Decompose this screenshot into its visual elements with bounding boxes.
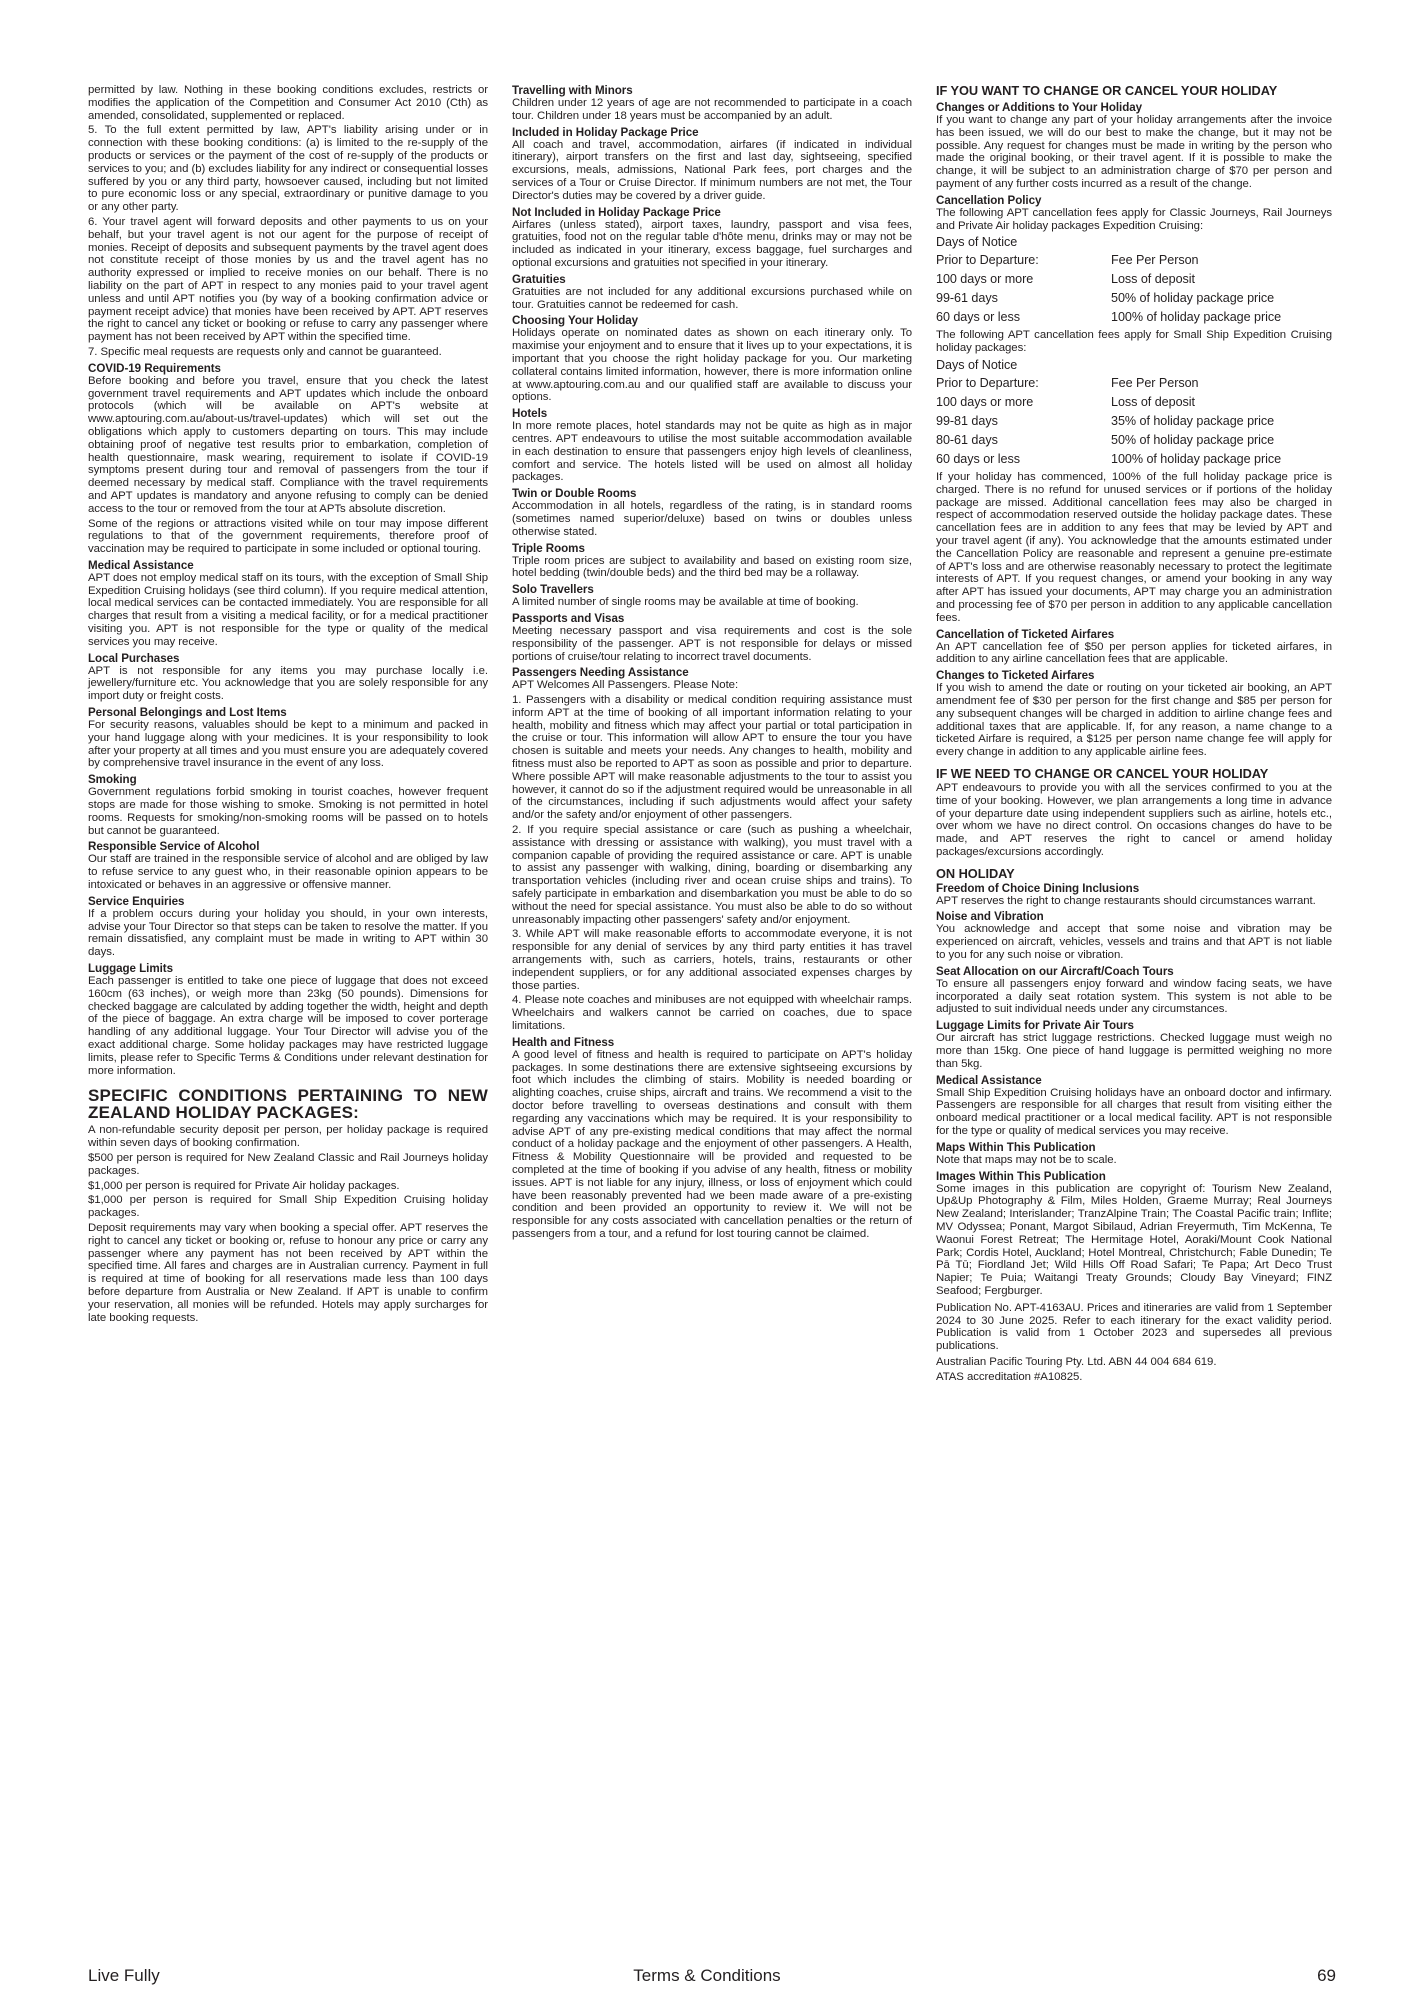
paragraph: The following APT cancellation fees apply for Classic Journeys, Rail Journeys and Private Air holiday packages Expedition Cruising: — [936, 206, 1332, 232]
section-title-triple: Triple Rooms — [512, 541, 585, 555]
paragraph: APT reserves the right to change restaurants should circumstances warrant. — [936, 894, 1316, 907]
cancellation-fee-table-small-ship — [936, 374, 1332, 469]
table-row — [936, 412, 1332, 431]
section-title-service-enquiries: Service Enquiries — [88, 894, 185, 908]
paragraph: APT endeavours to provide you with all the services confirmed to you at the time of your booking. However, we plan arrangements a long time in advance of your departure date using independent suppliers such as airline, hotels etc., over whom we have no direct control. On occasions changes do have to be made, and APT reserves the right to cancel or amend holiday packages/excursions accordingly. — [936, 781, 1332, 858]
footer-tagline: Live Fully — [88, 1966, 160, 1985]
table-cell: 80-61 days — [936, 432, 998, 447]
paragraph: 3. While APT will make reasonable efforts to accommodate everyone, it is not responsible for any denial of services by any third party entities it has travel arrangements with, such as carriers, hotels, trains, restaurants or other independent suppliers, or for any additional associated expenses charges by those parties. — [512, 928, 912, 992]
paragraph: Publication No. APT-4163AU. Prices and itineraries are valid from 1 September 2024 to 30 June 2025. Refer to each itinerary for the exact validity period. Publication is valid from 1 October 2023 and supersedes all previous publications. — [936, 1301, 1332, 1353]
section-title-medical: Medical Assistance — [88, 558, 194, 572]
section-title-minors: Travelling with Minors — [512, 84, 633, 97]
paragraph: Some images in this publication are copyright of: Tourism New Zealand, Up&Up Photography & Film, Miles Holden, Graeme Murray; Real Journeys New Zealand; Interislander; TranzAlpine Train; The Coastal Pacific train; Inflite; MV Odyssea; Ponant, Margot Sibilaud, Adrian Freyermuth, Tim McKenna, Te Waonui Forest Retreat; The Hermitage Hotel, Aoraki/Mount Cook National Park; Cordis Hotel, Auckland; Hotel Montreal, Christchurch; Fable Dunedin; Te Pā Tū; Fiordland Jet; Wild Hills Off Road Safari; Te Papa; Art Deco Trust Napier; Te Puia; Waitangi Treaty Grounds; Cloudy Bay Vineyard; FINZ Seafood; Fergburger. — [936, 1182, 1332, 1298]
table-cell: 100 days or more — [936, 394, 1034, 409]
section-title-health: Health and Fitness — [512, 1035, 615, 1049]
table-cell: 60 days or less — [936, 451, 1020, 466]
section-title-covid: COVID-19 Requirements — [88, 361, 221, 375]
paragraph: Small Ship Expedition Cruising holidays have an onboard doctor and infirmary. Passengers are responsible for all charges that result from visiting either the onboard medical practitioner or a local medical facility. APT is not responsible for the type or quality of medical services you may receive. — [936, 1086, 1332, 1138]
table-row — [936, 393, 1332, 412]
paragraph: If you wish to amend the date or routing on your ticketed air booking, an APT amendment fee of $30 per person for the first change and $85 per person for any subsequent changes will be charged in addition to airline change fees and additional taxes that are applicable. If, for any reason, a name change to a ticketed Airfare is required, a $125 per person name change fee will apply for every change in addition to any applicable airline fees. — [936, 682, 1332, 759]
section-title-included: Included in Holiday Package Price — [512, 125, 699, 139]
paragraph: APT is not responsible for any items you may purchase locally i.e. jewellery/furniture etc. You acknowledge that you are solely responsible for any import duty or freight costs. — [88, 664, 488, 703]
atas-line: ATAS accreditation #A10825. — [936, 1370, 1083, 1383]
paragraph: Holidays operate on nominated dates as shown on each itinerary only. To maximise your enjoyment and to ensure that it lives up to your expectations, it is important that you choose the right holiday package for you. Our marketing collateral contains limited information, however, there is more information online at www.aptouring.com.au and our qualified staff are available to discuss your options. — [512, 327, 912, 404]
section-title-changes-airfares: Changes to Ticketed Airfares — [936, 669, 1095, 683]
heading-on-holiday: ON HOLIDAY — [936, 865, 1015, 881]
section-title-cancellation: Cancellation Policy — [936, 193, 1042, 207]
paragraph: 7. Specific meal requests are requests only and cannot be guaranteed. — [88, 345, 442, 358]
section-title-changes: Changes or Additions to Your Holiday — [936, 101, 1143, 114]
paragraph: If you want to change any part of your holiday arrangements after the invoice has been issued, we will do our best to make the change, but it may not be possible. Any request for changes must be made in writing by the person who made the original booking, or their travel agent. If it is possible to make the change, it will be subject to an administration charge of $70 per person and payment of any further costs incurred as a result of the change. — [936, 114, 1332, 190]
paragraph: Note that maps may not be to scale. — [936, 1153, 1117, 1166]
paragraph: Each passenger is entitled to take one piece of luggage that does not exceed 160cm (63 inches), or weigh more than 23kg (50 pounds). Dimensions for checked baggage are calculated by adding together the width, height and depth of the piece of baggage. An extra charge will be imposed to cover porterage handling of any additional luggage. Your Tour Director will advise you of the exact additional charge. Some holiday packages may have restricted luggage limits, please refer to Specific Terms & Conditions under relevant destination for more information. — [88, 975, 488, 1077]
paragraph: The following APT cancellation fees apply for Small Ship Expedition Cruising holiday packages: — [936, 329, 1332, 355]
section-title-dining: Freedom of Choice Dining Inclusions — [936, 881, 1140, 895]
heading-we-change: IF WE NEED TO CHANGE OR CANCEL YOUR HOLIDAY — [936, 765, 1269, 781]
table-cell: 60 days or less — [936, 310, 1020, 325]
table-cell: 35% of holiday package price — [1111, 413, 1275, 428]
section-title-twin-double: Twin or Double Rooms — [512, 487, 637, 501]
table-caption: Days of Notice — [936, 235, 1018, 250]
table-row — [936, 308, 1332, 327]
column-1 — [88, 84, 488, 1326]
column-header: Prior to Departure: — [936, 375, 1039, 390]
paragraph: Triple room prices are subject to availability and based on existing room size, hotel bedding (twin/double beds) and the third bed may be a rollaway. — [512, 554, 912, 580]
paragraph: Meeting necessary passport and visa requirements and cost is the sole responsibility of the passenger. APT is not responsible for delays or missed portions of cruise/tour relating to incorrect travel documents. — [512, 624, 912, 663]
paragraph: Some of the regions or attractions visited while on tour may impose different regulations to that of the government requirements, therefore proof of vaccination may be required to participate in some included or optional touring. — [88, 517, 488, 556]
table-cell: 100% of holiday package price — [1111, 451, 1282, 466]
table-cell: 99-81 days — [936, 413, 998, 428]
section-title-medical: Medical Assistance — [936, 1073, 1042, 1087]
section-title-seat: Seat Allocation on our Aircraft/Coach Tours — [936, 964, 1174, 978]
table-cell: Loss of deposit — [1111, 272, 1195, 287]
page-number: 69 — [1317, 1966, 1336, 1985]
section-title-ticketed-airfares: Cancellation of Ticketed Airfares — [936, 627, 1115, 641]
column-header: Fee Per Person — [1111, 375, 1199, 390]
nz-conditions-heading: SPECIFIC CONDITIONS PERTAINING TO NEW ZEALAND HOLIDAY PACKAGES: — [88, 1086, 488, 1123]
paragraph: 5. To the full extent permitted by law, APT's liability arising under or in connection with these booking conditions: (a) is limited to the re-supply of the products or services or the payment of the cost of re-supply of the products or services to you; and (b) excludes liability for any indirect or consequential losses suffered by you or any third party, howsoever caused, including but not limited to pure economic loss or any special, extraordinary or punitive damage to you or any other party. — [88, 124, 488, 214]
table-cell: 100 days or more — [936, 272, 1034, 287]
cancellation-fee-table-classic — [936, 251, 1332, 327]
paragraph: $1,000 per person is required for Private Air holiday packages. — [88, 1179, 400, 1192]
section-title-luggage: Luggage Limits — [88, 962, 173, 976]
company-line: Australian Pacific Touring Pty. Ltd. ABN 44 004 684 619. — [936, 1356, 1217, 1368]
column-header: Fee Per Person — [1111, 253, 1199, 268]
table-row — [936, 450, 1332, 469]
section-title-gratuities: Gratuities — [512, 272, 566, 286]
paragraph: APT does not employ medical staff on its tours, with the exception of Small Ship Expedition Cruising holidays (see third column). If you require medical attention, local medical services can be contacted immediately. You are responsible for all charges that result from a visiting a medical facility, or for a medical practitioner visiting you. APT is not responsible for the type or quality of the medical services you may receive. — [88, 571, 488, 648]
section-title-choosing: Choosing Your Holiday — [512, 314, 639, 328]
table-header-row — [936, 374, 1332, 393]
paragraph: If a problem occurs during your holiday you should, in your own interests, advise your Tour Director so that steps can be taken to resolve the matter. If you remain dissatisfied, any complaint must be made in writing to APT within 30 days. — [88, 907, 488, 959]
footer-section-title: Terms & Conditions — [633, 1966, 781, 1985]
paragraph: APT Welcomes All Passengers. Please Note: — [512, 679, 739, 692]
paragraph: $1,000 per person is required for Small Ship Expedition Cruising holiday packages. — [88, 1194, 488, 1220]
paragraph: You acknowledge and accept that some noise and vibration may be experienced on aircraft, vehicles, vessels and trains and that APT is not liable to you for any such noise or vibration. — [936, 923, 1332, 962]
section-title-assistance: Passengers Needing Assistance — [512, 666, 689, 680]
paragraph: Deposit requirements may vary when booking a special offer. APT reserves the right to cancel any ticket or booking or, refuse to honour any price or carry any passenger where any payment has not been received by APT within the specified time. All fares and charges are in Australian currency. Payment in full is required at time of booking for all reservations made less than 100 days before departure from Australia or New Zealand. If APT is unable to confirm your reservation, all monies will be refunded. Hotels may apply surcharges for late booking requests. — [88, 1221, 488, 1324]
heading-change-cancel: IF YOU WANT TO CHANGE OR CANCEL YOUR HOLIDAY — [936, 83, 1278, 98]
section-title-smoking: Smoking — [88, 773, 137, 787]
paragraph: For security reasons, valuables should be kept to a minimum and packed in your hand luggage along with your medicines. It is your responsibility to look after your property at all times and you must ensure you are adequately covered by comprehensive travel insurance in the event of any loss. — [88, 719, 489, 770]
table-cell: 50% of holiday package price — [1111, 291, 1275, 306]
section-title-solo: Solo Travellers — [512, 583, 594, 597]
paragraph: A good level of fitness and health is required to participate on APT's holiday packages. In some destinations there are extensive sightseeing excursions by foot which includes the climbing of stairs. Mobility is needed boarding or alighting coaches, cruise ships, aircraft and trains. We recommend a visit to the doctor before travelling to overseas destinations and consult with them regarding any vaccinations which may be required. It is your responsibility to advise APT of any pre-existing medical conditions that may affect the normal conduct of a holiday package and the enjoyment of other passengers. A Health, Fitness & Mobility Questionnaire will be provided and requested to be completed at the time of booking if you advise of any health, fitness or mobility issues. APT is not liable for any injury, illness, or loss of enjoyment which could have been reasonably prevented had we been made aware of a pre-existing condition and been provided an opportunity to review it. We will not be responsible for any costs associated with cancellation penalties or the return of passengers from a tour, and a refund for lost touring cannot be claimed. — [512, 1048, 912, 1240]
column-3 — [936, 84, 1332, 1386]
paragraph: In more remote places, hotel standards may not be quite as high as in major centres. APT endeavours to utilise the most suitable accommodation available in each destination to ensure that passengers enjoy high levels of cleanliness, comfort and service. The hotels listed will be used on almost all holiday packages. — [512, 420, 912, 484]
paragraph: 1. Passengers with a disability or medical condition requiring assistance must inform APT at the time of booking of all important information relating to your health, mobility and fitness which may affect your partial or total participation in the cruise or tour. This information will allow APT to ensure the tour you have chosen is suitable and meets your needs. Any changes to health, mobility and fitness must also be reported to APT as soon as possible and prior to departure. Where possible APT will make reasonable adjustments to the tour to assist you however, it cannot do so if the adjustment required would be unreasonable in all of the circumstances, including if such adjustments would affect your safety and/or the safety and/or enjoyment of other passengers. — [512, 694, 912, 822]
paragraph: $500 per person is required for New Zealand Classic and Rail Journeys holiday packages. — [88, 1151, 488, 1177]
paragraph: Our staff are trained in the responsible service of alcohol and are obliged by law to refuse service to any guest who, in their reasonable opinion appears to be intoxicated or behaves in an aggressive or offensive manner. — [88, 853, 488, 892]
paragraph: To ensure all passengers enjoy forward and window facing seats, we have incorporated a daily seat rotation system. This system is not able to be adjusted to suit individual needs under any circumstances. — [936, 977, 1332, 1016]
paragraph: An APT cancellation fee of $50 per person applies for ticketed airfares, in addition to any airline cancellation fees that are applicable. — [936, 640, 1332, 666]
paragraph: Before booking and before you travel, ensure that you check the latest government travel requirements and APT updates which include the onboard protocols (which will be available on APT's website at www.aptouring.com.au/about-us/travel-updates) which will set out the obligations which apply to customers departing on tours. This may include obtaining proof of negative test results prior to embarkation, completion of health questionnaire, mask wearing, requirement to isolate if COVID-19 symptoms present during tour and removal of passengers from the tour if deemed necessary by medical staff. Compliance with the travel requirements and APT updates is mandatory and anyone refusing to comply can be denied access to the tour or removed from the tour at APTs absolute discretion. — [88, 374, 488, 515]
section-title-belongings: Personal Belongings and Lost Items — [88, 706, 287, 720]
table-row — [936, 431, 1332, 450]
table-header-row — [936, 251, 1332, 270]
paragraph: A limited number of single rooms may be available at time of booking. — [512, 596, 859, 609]
paragraph: Accommodation in all hotels, regardless of the rating, is in standard rooms (sometimes named superior/deluxe) based on twins or doubles unless otherwise stated. — [512, 500, 912, 538]
section-title-maps: Maps Within This Publication — [936, 1140, 1096, 1154]
paragraph: A non-refundable security deposit per person, per holiday package is required within seven days of booking confirmation. — [88, 1124, 488, 1150]
table-cell: 50% of holiday package price — [1111, 432, 1275, 447]
section-title-private-air: Luggage Limits for Private Air Tours — [936, 1019, 1134, 1033]
section-title-local-purchases: Local Purchases — [88, 651, 180, 665]
section-title-hotels: Hotels — [512, 407, 548, 421]
paragraph: All coach and travel, accommodation, airfares (if indicated in individual itinerary), airport transfers on the first and last day, sightseeing, specified excursions, meals, admissions, National Park fees, port charges and the services of a Tour or Cruise Director. If minimum numbers are not met, the Tour Director's duties may be covered by a driver guide. — [512, 138, 912, 202]
paragraph: Our aircraft has strict luggage restrictions. Checked luggage must weigh no more than 15kg. One piece of hand luggage is permitted weighing no more than 5kg. — [936, 1032, 1332, 1070]
table-row — [936, 289, 1332, 308]
paragraph: Children under 12 years of age are not recommended to participate in a coach tour. Children under 18 years must be accompanied by an adult. — [512, 97, 912, 122]
paragraph: permitted by law. Nothing in these booking conditions excludes, restricts or modifies the application of the Competition and Consumer Act 2010 (Cth) as amended, consolidated, supplemented or replaced. — [88, 84, 488, 122]
section-title-passports: Passports and Visas — [512, 611, 625, 625]
table-caption: Days of Notice — [936, 357, 1018, 372]
column-header: Prior to Departure: — [936, 253, 1039, 268]
paragraph: Airfares (unless stated), airport taxes, laundry, passport and visa fees, gratuities, food not on the regular table d'hôte menu, drinks may or may not be included as indicated in your itinerary, excess baggage, fuel surcharges and optional excursions and gratuities not specified in your itinerary. — [512, 218, 912, 269]
paragraph: If your holiday has commenced, 100% of the full holiday package price is charged. There is no refund for unused services or if portions of the holiday package are missed. Additional cancellation fees may also be charged in respect of accommodation reserved outside the holiday package dates. These cancellation fees are in addition to any fees that may be levied by APT and your travel agent (if any). You acknowledge that the amounts estimated under the Cancellation Policy are reasonable and represent a genuine pre-estimate of APT's loss and are otherwise reasonably necessary to protect the legitimate interests of APT. If you request changes, or amend your booking in any way after APT has issued your documents, APT may charge you an administration and processing fee of $70 per person in addition to any applicable cancellation fees. — [936, 470, 1332, 624]
section-title-noise: Noise and Vibration — [936, 910, 1044, 924]
table-row — [936, 270, 1332, 289]
paragraph: 2. If you require special assistance or care (such as pushing a wheelchair, assistance with dressing or assistance with walking), you must travel with a companion capable of providing the required assistance or care. APT is unable to assist any passenger with walking, dining, boarding or disembarking any transportation vehicles (including river and ocean cruise ships and trains). To safely participate in embarkation and disembarkation you must be able to do so without the need for special assistance. You must also be able to do so without unreasonably impacting other passengers' safety and/or enjoyment. — [512, 824, 912, 926]
paragraph: Gratuities are not included for any additional excursions purchased while on tour. Gratuities cannot be redeemed for cash. — [512, 285, 912, 311]
table-cell: 100% of holiday package price — [1111, 310, 1282, 325]
section-title-alcohol: Responsible Service of Alcohol — [88, 840, 260, 854]
table-cell: Loss of deposit — [1111, 394, 1195, 409]
section-title-images: Images Within This Publication — [936, 1169, 1106, 1183]
table-cell: 99-61 days — [936, 291, 998, 306]
section-title-not-included: Not Included in Holiday Package Price — [512, 205, 721, 219]
paragraph: 4. Please note coaches and minibuses are not equipped with wheelchair ramps. Wheelchairs and walkers cannot be carried on coaches, due to space limitations. — [512, 994, 912, 1033]
paragraph: 6. Your travel agent will forward deposits and other payments to us on your behalf, but your travel agent is not our agent for the purpose of receipt of monies. Receipt of deposits and subsequent payments by the travel agent does not constitute receipt of those monies by us and the travel agent has no authority expressed or implied to receive monies on our behalf. There is no liability on the part of APT in respect to any monies paid to your travel agent unless and until APT notifies you (by way of a booking confirmation advice or payment receipt advice) that monies have been received by APT. APT reserves the right to cancel any ticket or booking or refuse to carry any passenger where payment has not been received by APT within the specified time. — [88, 215, 488, 344]
column-2 — [512, 84, 912, 1243]
paragraph: Government regulations forbid smoking in tourist coaches, however frequent stops are made for those wishing to smoke. Smoking is not permitted in hotel rooms. Requests for smoking/non-smoking rooms will be passed on to hotels but cannot be guaranteed. — [88, 786, 488, 837]
